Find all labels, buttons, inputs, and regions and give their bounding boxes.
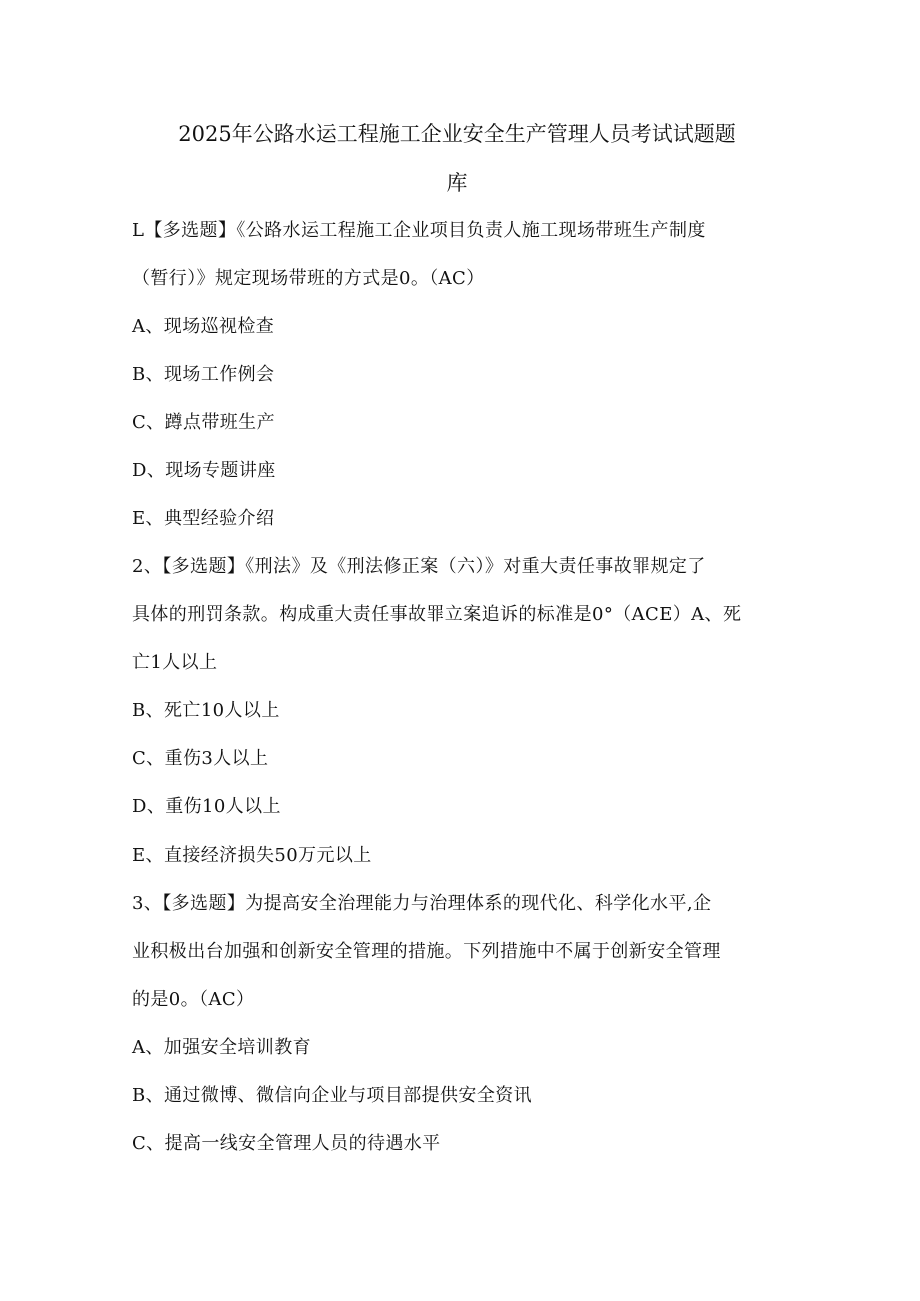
question-1-option-e: E、典型经验介绍 bbox=[132, 508, 275, 529]
question-1-option-d: D、现场专题讲座 bbox=[132, 460, 276, 481]
question-2-text-line-1: 2、【多选题】《刑法》及《刑法修正案（六）》对重大责任事故罪规定了 bbox=[132, 556, 706, 577]
question-3-option-a: A、加强安全培训教育 bbox=[132, 1037, 311, 1058]
question-1-option-b: B、现场工作例会 bbox=[132, 364, 275, 385]
question-1-text-line-1: L【多选题】《公路水运工程施工企业项目负责人施工现场带班生产制度 bbox=[132, 220, 706, 241]
question-2-option-e: E、直接经济损失50万元以上 bbox=[132, 845, 372, 866]
question-2-text-line-2: 具体的刑罚条款。构成重大责任事故罪立案追诉的标准是0°（ACE）A、死 bbox=[132, 604, 742, 625]
question-3-option-c: C、提高一线安全管理人员的待遇水平 bbox=[132, 1133, 441, 1154]
question-2-option-d: D、重伤10人以上 bbox=[132, 796, 281, 817]
question-3-text-line-1: 3、【多选题】为提高安全治理能力与治理体系的现代化、科学化水平,企 bbox=[132, 893, 712, 914]
question-1-option-a: A、现场巡视检查 bbox=[132, 316, 275, 337]
question-1-text-line-2: （暂行）》规定现场带班的方式是0。（AC） bbox=[132, 268, 485, 289]
question-3-text-line-2: 业积极出台加强和创新安全管理的措施。下列措施中不属于创新安全管理 bbox=[132, 941, 721, 962]
question-1-option-c: C、蹲点带班生产 bbox=[132, 412, 275, 433]
question-2-option-c: C、重伤3人以上 bbox=[132, 748, 269, 769]
document-title-line-1: 2025年公路水运工程施工企业安全生产管理人员考试试题题 bbox=[178, 122, 736, 146]
question-2-text-line-3: 亡1人以上 bbox=[132, 652, 218, 673]
question-2-option-b: B、死亡10人以上 bbox=[132, 700, 280, 721]
document-title-line-2: 库 bbox=[446, 171, 468, 195]
question-3-option-b: B、通过微博、微信向企业与项目部提供安全资讯 bbox=[132, 1085, 533, 1106]
question-3-text-line-3: 的是0。（AC） bbox=[132, 989, 255, 1010]
